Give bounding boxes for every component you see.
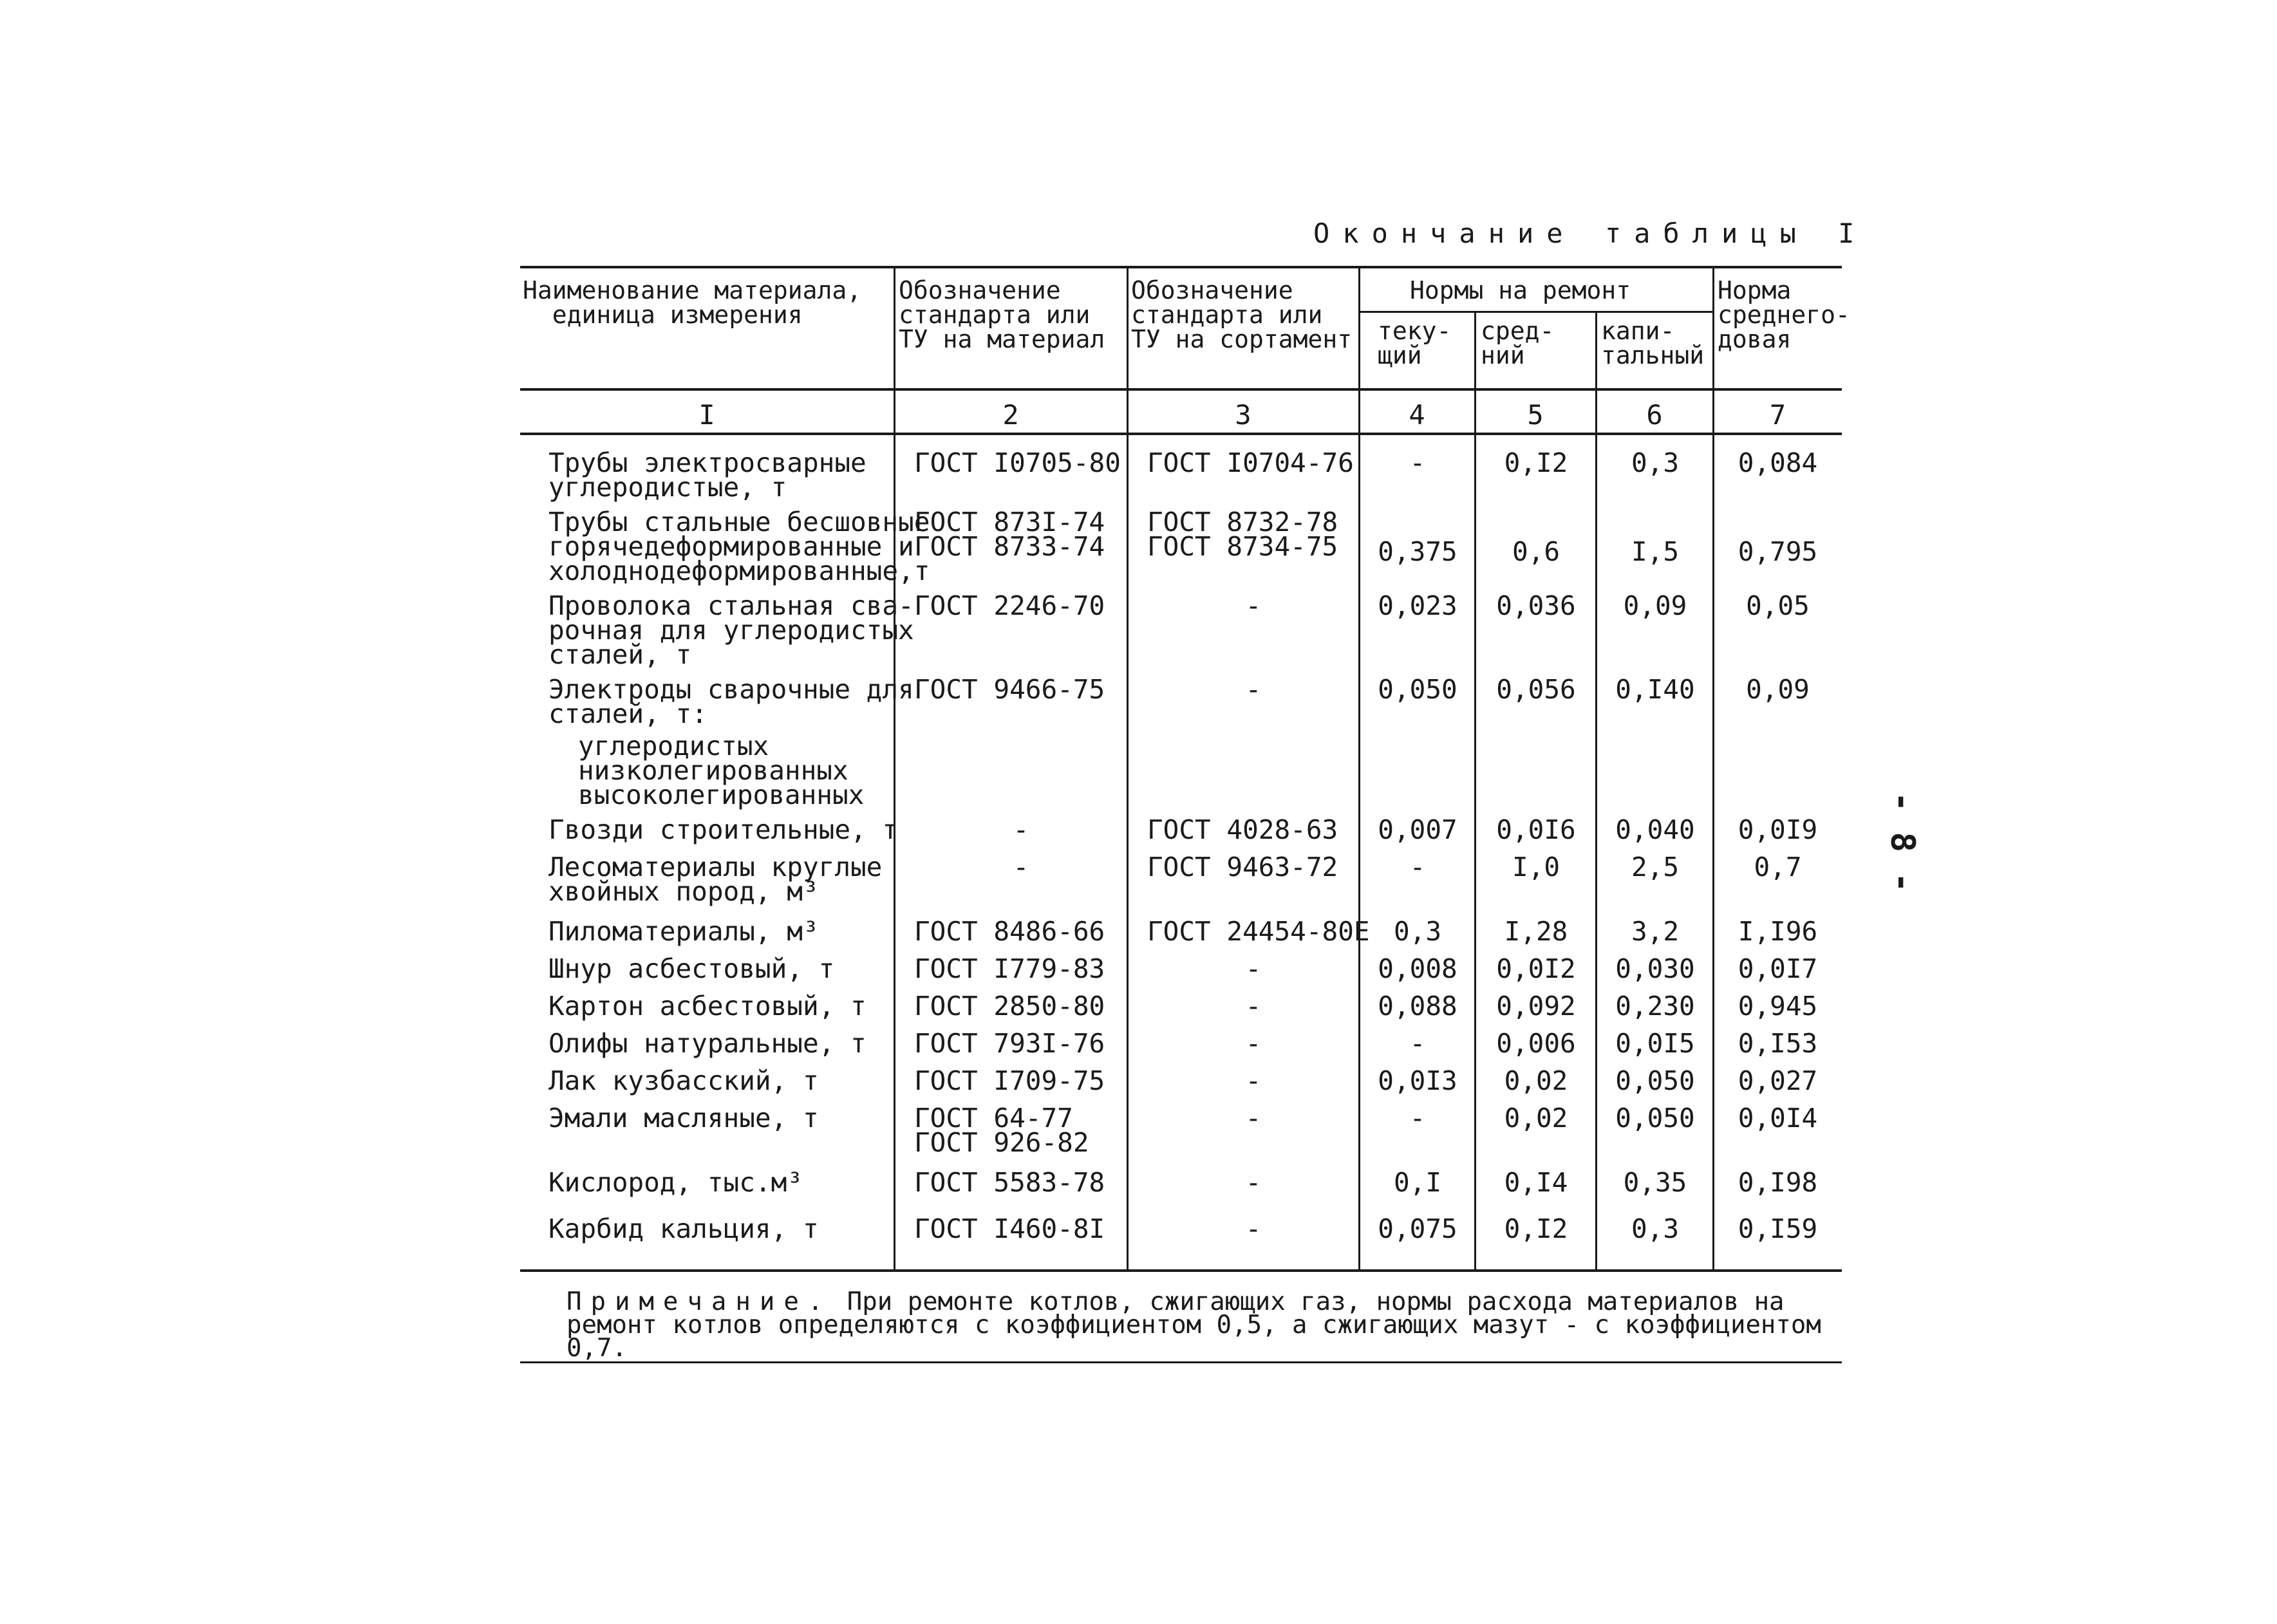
norm-current-cell: 0,I — [1393, 1167, 1442, 1198]
table-row — [520, 510, 1842, 593]
header-material-name: Наименование материала, единица измерения — [523, 276, 862, 329]
header-assortment-standard: Обозначение стандарта или ТУ на сортамент — [1131, 276, 1353, 353]
material-standard-cell — [895, 674, 1128, 734]
table-row — [520, 1170, 1842, 1217]
norm-annual-cell — [1714, 734, 1842, 817]
table-row — [520, 1217, 1842, 1258]
cell-line: рочная для углеродистых — [548, 615, 914, 646]
material-standard-cell — [895, 734, 1128, 817]
material-name-cell — [520, 447, 895, 510]
colnum-2: 2 — [1002, 399, 1019, 431]
header-repair-norms: Нормы на ремонт — [1410, 276, 1631, 304]
material-standard-cell — [895, 1028, 1128, 1069]
material-name-cell — [520, 953, 895, 994]
cell-line: ГОСТ I779-83 — [914, 953, 1105, 984]
table-row — [520, 451, 1842, 510]
norm-current-cell: 0,008 — [1378, 953, 1457, 984]
cell-line: холоднодеформированные,т — [548, 555, 930, 586]
material-standard-cell — [895, 1065, 1128, 1106]
table-row — [520, 1106, 1842, 1170]
cell-line: углеродистые, т — [548, 472, 787, 503]
cell-line: - — [1245, 674, 1262, 705]
assortment-standard-cell — [1128, 953, 1360, 994]
table-row — [520, 1031, 1842, 1069]
table-row — [520, 919, 1842, 957]
cell-line: горячедеформированные и — [548, 531, 914, 562]
assortment-standard-cell — [1128, 1167, 1360, 1217]
cell-line: ГОСТ I0704-76 — [1147, 447, 1354, 478]
norm-current-cell: - — [1409, 447, 1426, 478]
material-standard-cell — [895, 1213, 1128, 1258]
header-material-standard: Обозначение стандарта или ТУ на материал — [899, 276, 1105, 353]
cell-line: ГОСТ 8486-66 — [914, 916, 1105, 947]
cell-line: Пиломатериалы, м³ — [548, 916, 819, 947]
cell-line: Лак кузбасский, т — [548, 1065, 819, 1096]
norm-annual-cell: 0,027 — [1738, 1065, 1818, 1096]
colnum-4: 4 — [1409, 399, 1425, 431]
cell-line: - — [1245, 1213, 1262, 1244]
assortment-standard-cell — [1128, 991, 1360, 1031]
norm-annual-cell: 0,05 — [1746, 590, 1810, 621]
cell-line: Трубы электросварные — [548, 447, 867, 478]
norm-annual-cell: 0,7 — [1754, 852, 1802, 882]
cell-line: - — [1245, 991, 1262, 1022]
cell-line: Лесоматериалы круглые — [548, 852, 883, 882]
norm-annual-cell: 0,I59 — [1738, 1213, 1818, 1244]
material-name-cell — [520, 590, 914, 677]
norm-capital-cell: 0,35 — [1623, 1167, 1687, 1198]
cell-line: хвойных пород, м³ — [548, 876, 819, 907]
norm-current-cell: 0,050 — [1378, 674, 1457, 705]
norm-capital-cell: 0,3 — [1631, 447, 1680, 478]
cell-line: ГОСТ 64-77 — [914, 1103, 1073, 1134]
norm-medium-cell: I,0 — [1512, 852, 1560, 882]
cell-line: ГОСТ 9463-72 — [1147, 852, 1338, 882]
colnum-1: I — [698, 399, 715, 431]
materials-table — [520, 447, 1842, 1258]
colnum-3: 3 — [1235, 399, 1251, 431]
assortment-standard-cell — [1128, 1065, 1360, 1106]
norm-current-cell: 0,075 — [1378, 1213, 1457, 1244]
norm-annual-cell: 0,0I9 — [1738, 814, 1818, 845]
norm-current-cell: 0,023 — [1378, 590, 1457, 621]
cell-line: Картон асбестовый, т — [548, 991, 867, 1022]
note-text: При ремонте котлов, сжигающих газ, нормы расхода материалов на ремонт котлов определяются с коэффициентом 0,5, а сжигающих мазут - с коэффициентом 0,7. — [567, 1287, 1821, 1363]
norm-capital-cell: 0,230 — [1615, 991, 1695, 1022]
cell-line: ГОСТ 793I-76 — [914, 1028, 1105, 1059]
cell-line: - — [1245, 1028, 1262, 1059]
material-name-cell — [520, 1213, 895, 1258]
norm-annual-cell: I,I96 — [1738, 916, 1818, 947]
colnum-bottom-rule — [520, 433, 1842, 435]
cell-line: Шнур асбестовый, т — [548, 953, 835, 984]
material-standard-cell — [895, 1167, 1128, 1217]
cell-line: ГОСТ 8734-75 — [1147, 531, 1338, 562]
material-name-cell — [520, 507, 930, 593]
norm-capital-cell — [1597, 734, 1714, 817]
header-capital: капи- тальный — [1601, 317, 1705, 369]
note-bottom-rule — [520, 1361, 1842, 1363]
material-standard-cell — [895, 1103, 1128, 1170]
cell-line: ГОСТ 926-82 — [914, 1127, 1089, 1158]
header-annual: Норма среднего- довая — [1718, 276, 1850, 353]
page-number: - 8 - — [1883, 792, 1922, 893]
header-medium: сред- ний — [1481, 317, 1555, 369]
assortment-standard-cell — [1128, 1028, 1360, 1069]
norm-current-cell: 0,3 — [1393, 916, 1442, 947]
colnum-7: 7 — [1769, 399, 1786, 431]
assortment-standard-cell — [1128, 1103, 1360, 1170]
cell-line: - — [1013, 814, 1029, 845]
norm-medium-cell: 0,092 — [1496, 991, 1576, 1022]
norm-current-cell: 0,375 — [1378, 536, 1457, 567]
cell-line: ГОСТ 873I-74 — [914, 507, 1105, 537]
cell-line: Кислород, тыс.м³ — [548, 1167, 803, 1198]
material-standard-cell — [895, 916, 1128, 957]
cell-line: сталей, т: — [548, 698, 707, 729]
assortment-standard-cell — [1128, 507, 1360, 593]
material-standard-cell — [895, 447, 1128, 510]
assortment-standard-cell — [1128, 852, 1360, 919]
norm-annual-cell: 0,0I7 — [1738, 953, 1818, 984]
norm-medium-cell: 0,056 — [1496, 674, 1576, 705]
norm-capital-cell: 3,2 — [1631, 916, 1680, 947]
material-name-cell — [520, 1167, 895, 1217]
table-row — [520, 994, 1842, 1031]
assortment-standard-cell — [1128, 447, 1360, 510]
norm-current-cell: - — [1409, 852, 1426, 882]
cell-line: ГОСТ 8732-78 — [1147, 507, 1338, 537]
note-label: Примечание. — [567, 1287, 832, 1316]
table-row — [520, 817, 1842, 855]
norm-medium-cell: 0,036 — [1496, 590, 1576, 621]
cell-line: сталей, т — [548, 639, 692, 670]
material-name-cell — [520, 916, 895, 957]
norm-capital-cell: 0,09 — [1623, 590, 1687, 621]
norm-capital-cell: 0,050 — [1615, 1065, 1695, 1096]
cell-line: - — [1245, 1103, 1262, 1134]
cell-line: ГОСТ 2850-80 — [914, 991, 1105, 1022]
cell-line: Карбид кальция, т — [548, 1213, 819, 1244]
cell-line: Гвозди строительные, т — [548, 814, 899, 845]
norm-annual-cell: 0,084 — [1738, 447, 1818, 478]
assortment-standard-cell — [1128, 1213, 1360, 1258]
header-bottom-rule — [520, 388, 1842, 391]
cell-line: - — [1245, 1167, 1262, 1198]
norm-medium-cell: 0,0I2 — [1496, 953, 1576, 984]
material-name-cell — [520, 852, 895, 919]
cell-line: Эмали масляные, т — [548, 1103, 819, 1134]
cell-line: - — [1013, 852, 1029, 882]
cell-line: Электроды сварочные для — [548, 674, 914, 705]
cell-line: ГОСТ 2246-70 — [914, 590, 1105, 621]
table-row — [520, 734, 1842, 817]
table-row — [520, 593, 1842, 677]
norm-medium-cell — [1476, 734, 1597, 817]
cell-line: ГОСТ 8733-74 — [914, 531, 1105, 562]
assortment-standard-cell — [1128, 590, 1360, 677]
norm-current-cell — [1360, 734, 1476, 817]
norm-current-cell: - — [1409, 1103, 1426, 1134]
colnum-5: 5 — [1527, 399, 1544, 431]
norm-current-cell: 0,088 — [1378, 991, 1457, 1022]
cell-line: Олифы натуральные, т — [548, 1028, 867, 1059]
norm-medium-cell: I,28 — [1504, 916, 1568, 947]
table-caption: Окончание таблицы I — [1313, 218, 1868, 249]
cell-line: ГОСТ I460-8I — [914, 1213, 1105, 1244]
assortment-standard-cell — [1128, 734, 1360, 817]
cell-line: ГОСТ 4028-63 — [1147, 814, 1338, 845]
norm-medium-cell: 0,0I6 — [1496, 814, 1576, 845]
norm-medium-cell: 0,I4 — [1504, 1167, 1568, 1198]
cell-line: углеродистых — [578, 731, 769, 761]
norm-capital-cell: I,5 — [1631, 536, 1680, 567]
norm-medium-cell: 0,02 — [1504, 1103, 1568, 1134]
material-standard-cell — [895, 852, 1128, 919]
material-standard-cell — [895, 507, 1128, 593]
material-standard-cell — [895, 953, 1128, 994]
norm-capital-cell: 0,050 — [1615, 1103, 1695, 1134]
table-row — [520, 1069, 1842, 1106]
table-bottom-rule — [520, 1269, 1842, 1272]
cell-line: - — [1245, 1065, 1262, 1096]
group-subrule — [1358, 311, 1712, 313]
material-name-cell — [520, 674, 914, 734]
material-standard-cell — [895, 991, 1128, 1031]
material-name-cell — [520, 991, 895, 1031]
table-row — [520, 957, 1842, 994]
norm-annual-cell: 0,795 — [1738, 536, 1818, 567]
norm-medium-cell: 0,02 — [1504, 1065, 1568, 1096]
norm-medium-cell: 0,6 — [1512, 536, 1560, 567]
cell-line: - — [1245, 590, 1262, 621]
material-name-cell — [520, 1103, 895, 1170]
material-name-cell — [520, 731, 895, 817]
norm-current-cell: 0,007 — [1378, 814, 1457, 845]
cell-line: - — [1245, 953, 1262, 984]
norm-medium-cell: 0,I2 — [1504, 1213, 1568, 1244]
cell-line: Проволока стальная сва- — [548, 590, 914, 621]
material-standard-cell — [895, 814, 1128, 855]
norm-annual-cell: 0,09 — [1746, 674, 1810, 705]
norm-current-cell: 0,0I3 — [1378, 1065, 1457, 1096]
assortment-standard-cell — [1128, 916, 1370, 957]
cell-line: ГОСТ 5583-78 — [914, 1167, 1105, 1198]
table-note — [567, 1287, 1841, 1363]
material-standard-cell — [895, 590, 1128, 677]
table-top-rule — [520, 266, 1842, 268]
assortment-standard-cell — [1128, 814, 1360, 855]
material-name-cell — [520, 1028, 895, 1069]
norm-capital-cell: 2,5 — [1631, 852, 1680, 882]
cell-line: ГОСТ I0705-80 — [914, 447, 1121, 478]
header-current: теку- щий — [1378, 317, 1452, 369]
norm-capital-cell: 0,I40 — [1615, 674, 1695, 705]
norm-medium-cell: 0,006 — [1496, 1028, 1576, 1059]
material-name-cell — [520, 1065, 895, 1106]
norm-capital-cell: 0,3 — [1631, 1213, 1680, 1244]
norm-annual-cell: 0,I53 — [1738, 1028, 1818, 1059]
cell-line: Трубы стальные бесшовные — [548, 507, 930, 537]
norm-current-cell: - — [1409, 1028, 1426, 1059]
norm-annual-cell: 0,945 — [1738, 991, 1818, 1022]
material-name-cell — [520, 814, 899, 855]
norm-capital-cell: 0,040 — [1615, 814, 1695, 845]
table-row — [520, 855, 1842, 919]
cell-line: низколегированных — [578, 755, 848, 786]
norm-capital-cell: 0,0I5 — [1615, 1028, 1695, 1059]
cell-line: ГОСТ I709-75 — [914, 1065, 1105, 1096]
cell-line: ГОСТ 24454-80Е — [1147, 916, 1370, 947]
assortment-standard-cell — [1128, 674, 1360, 734]
norm-medium-cell: 0,I2 — [1504, 447, 1568, 478]
cell-line: высоколегированных — [578, 779, 865, 810]
norm-annual-cell: 0,0I4 — [1738, 1103, 1818, 1134]
colnum-6: 6 — [1646, 399, 1663, 431]
norm-annual-cell: 0,I98 — [1738, 1167, 1818, 1198]
cell-line: ГОСТ 9466-75 — [914, 674, 1105, 705]
table-row — [520, 677, 1842, 734]
norm-capital-cell: 0,030 — [1615, 953, 1695, 984]
